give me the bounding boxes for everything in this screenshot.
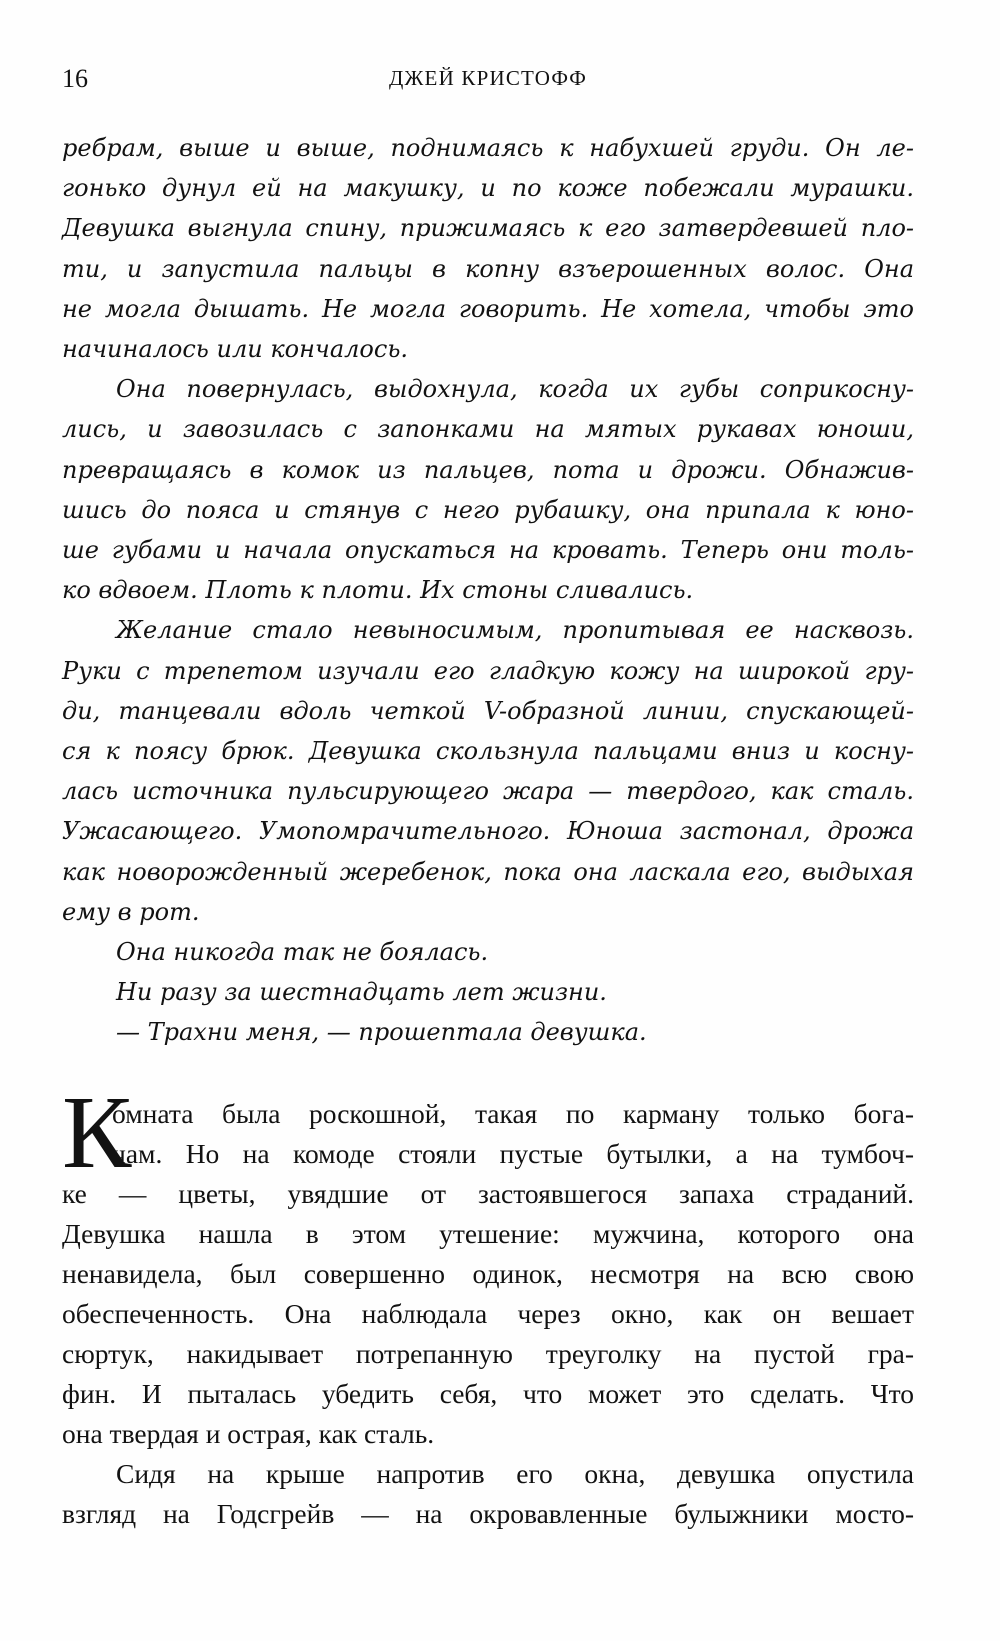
drop-cap: К bbox=[62, 1075, 132, 1190]
text-line: Она повернулась, выдохнула, когда их губы соприкосну- bbox=[116, 375, 914, 404]
text-line: чам. Но на комоде стояли пустые бутылки, а на тумбоч- bbox=[112, 1138, 914, 1169]
text-line: обеспеченность. Она наблюдала через окно, как он вешает bbox=[62, 1298, 914, 1329]
text-line: Руки с трепетом изучали его гладкую кожу на широкой гру- bbox=[62, 656, 914, 685]
text-line: ребрам, выше и выше, поднимаясь к набухшей груди. Он ле- bbox=[62, 134, 914, 162]
text-line: она твердая и острая, как сталь. bbox=[62, 1418, 435, 1449]
text-line: ся к поясу брюк. Девушка скользнула пальцами вниз и косну- bbox=[62, 737, 914, 766]
text-line: гонько дунул ей на макушку, и по коже побежали мурашки. bbox=[62, 174, 914, 203]
book-author: ДЖЕЙ КРИСТОФФ bbox=[389, 66, 587, 90]
text-line: Ни разу за шестнадцать лет жизни. bbox=[116, 978, 607, 1007]
text-line: омната была роскошной, такая по карману только бога- bbox=[112, 1098, 914, 1129]
text-line: начиналось или кончалось. bbox=[62, 335, 409, 364]
text-line: не могла дышать. Не могла говорить. Не хотела, чтобы это bbox=[62, 294, 914, 323]
text-line: Ужасающего. Умопомрачительного. Юноша застонал, дрожа bbox=[62, 817, 914, 846]
text-line: фин. И пыталась убедить себя, что может это сделать. Что bbox=[62, 1378, 914, 1409]
italic-passage bbox=[62, 128, 914, 1053]
text-line: лись, и завозилась с запонками на мятых рукавах юноши, bbox=[62, 415, 914, 444]
text-line: Девушка нашла в этом утешение: мужчина, которого она bbox=[62, 1218, 914, 1249]
text-line: шись до пояса и стянув с него рубашку, она припала к юно- bbox=[62, 495, 914, 524]
roman-passage bbox=[62, 1075, 914, 1534]
text-line: ему в рот. bbox=[62, 897, 200, 926]
page-number: 16 bbox=[62, 64, 88, 93]
text-line: лась источника пульсирующего жара — твердого, как сталь. bbox=[62, 777, 914, 806]
running-header bbox=[62, 64, 914, 94]
text-line: Сидя на крыше напротив его окна, девушка опустила bbox=[116, 1458, 914, 1489]
text-line: ди, танцевали вдоль четкой V-образной линии, спускающей- bbox=[62, 696, 914, 725]
text-line: Девушка выгнула спину, прижимаясь к его затвердевшей пло- bbox=[62, 214, 914, 243]
text-line: Она никогда так не боялась. bbox=[116, 938, 489, 967]
text-line: превращаясь в комок из пальцев, пота и дрожи. Обнажив- bbox=[62, 455, 914, 484]
text-line: сюртук, накидывает потрепанную треуголку на пустой гра- bbox=[62, 1338, 914, 1369]
text-line: — Трахни меня, — прошептала девушка. bbox=[116, 1018, 647, 1047]
text-line: взгляд на Годсгрейв — на окровавленные булыжники мосто- bbox=[62, 1498, 914, 1529]
text-line: ненавидела, был совершенно одинок, несмотря на всю свою bbox=[62, 1258, 914, 1289]
text-line: Желание стало невыносимым, пропитывая ее насквозь. bbox=[116, 616, 914, 645]
text-line: как новорожденный жеребенок, пока она ласкала его, выдыхая bbox=[62, 857, 914, 886]
text-line: ке — цветы, увядшие от застоявшегося запаха страданий. bbox=[62, 1178, 914, 1209]
text-line: ше губами и начала опускаться на кровать. Теперь они толь- bbox=[62, 536, 914, 565]
text-line: ко вдвоем. Плоть к плоти. Их стоны сливались. bbox=[62, 576, 694, 605]
text-line: ти, и запустила пальцы в копну взъерошенных волос. Она bbox=[62, 254, 914, 283]
